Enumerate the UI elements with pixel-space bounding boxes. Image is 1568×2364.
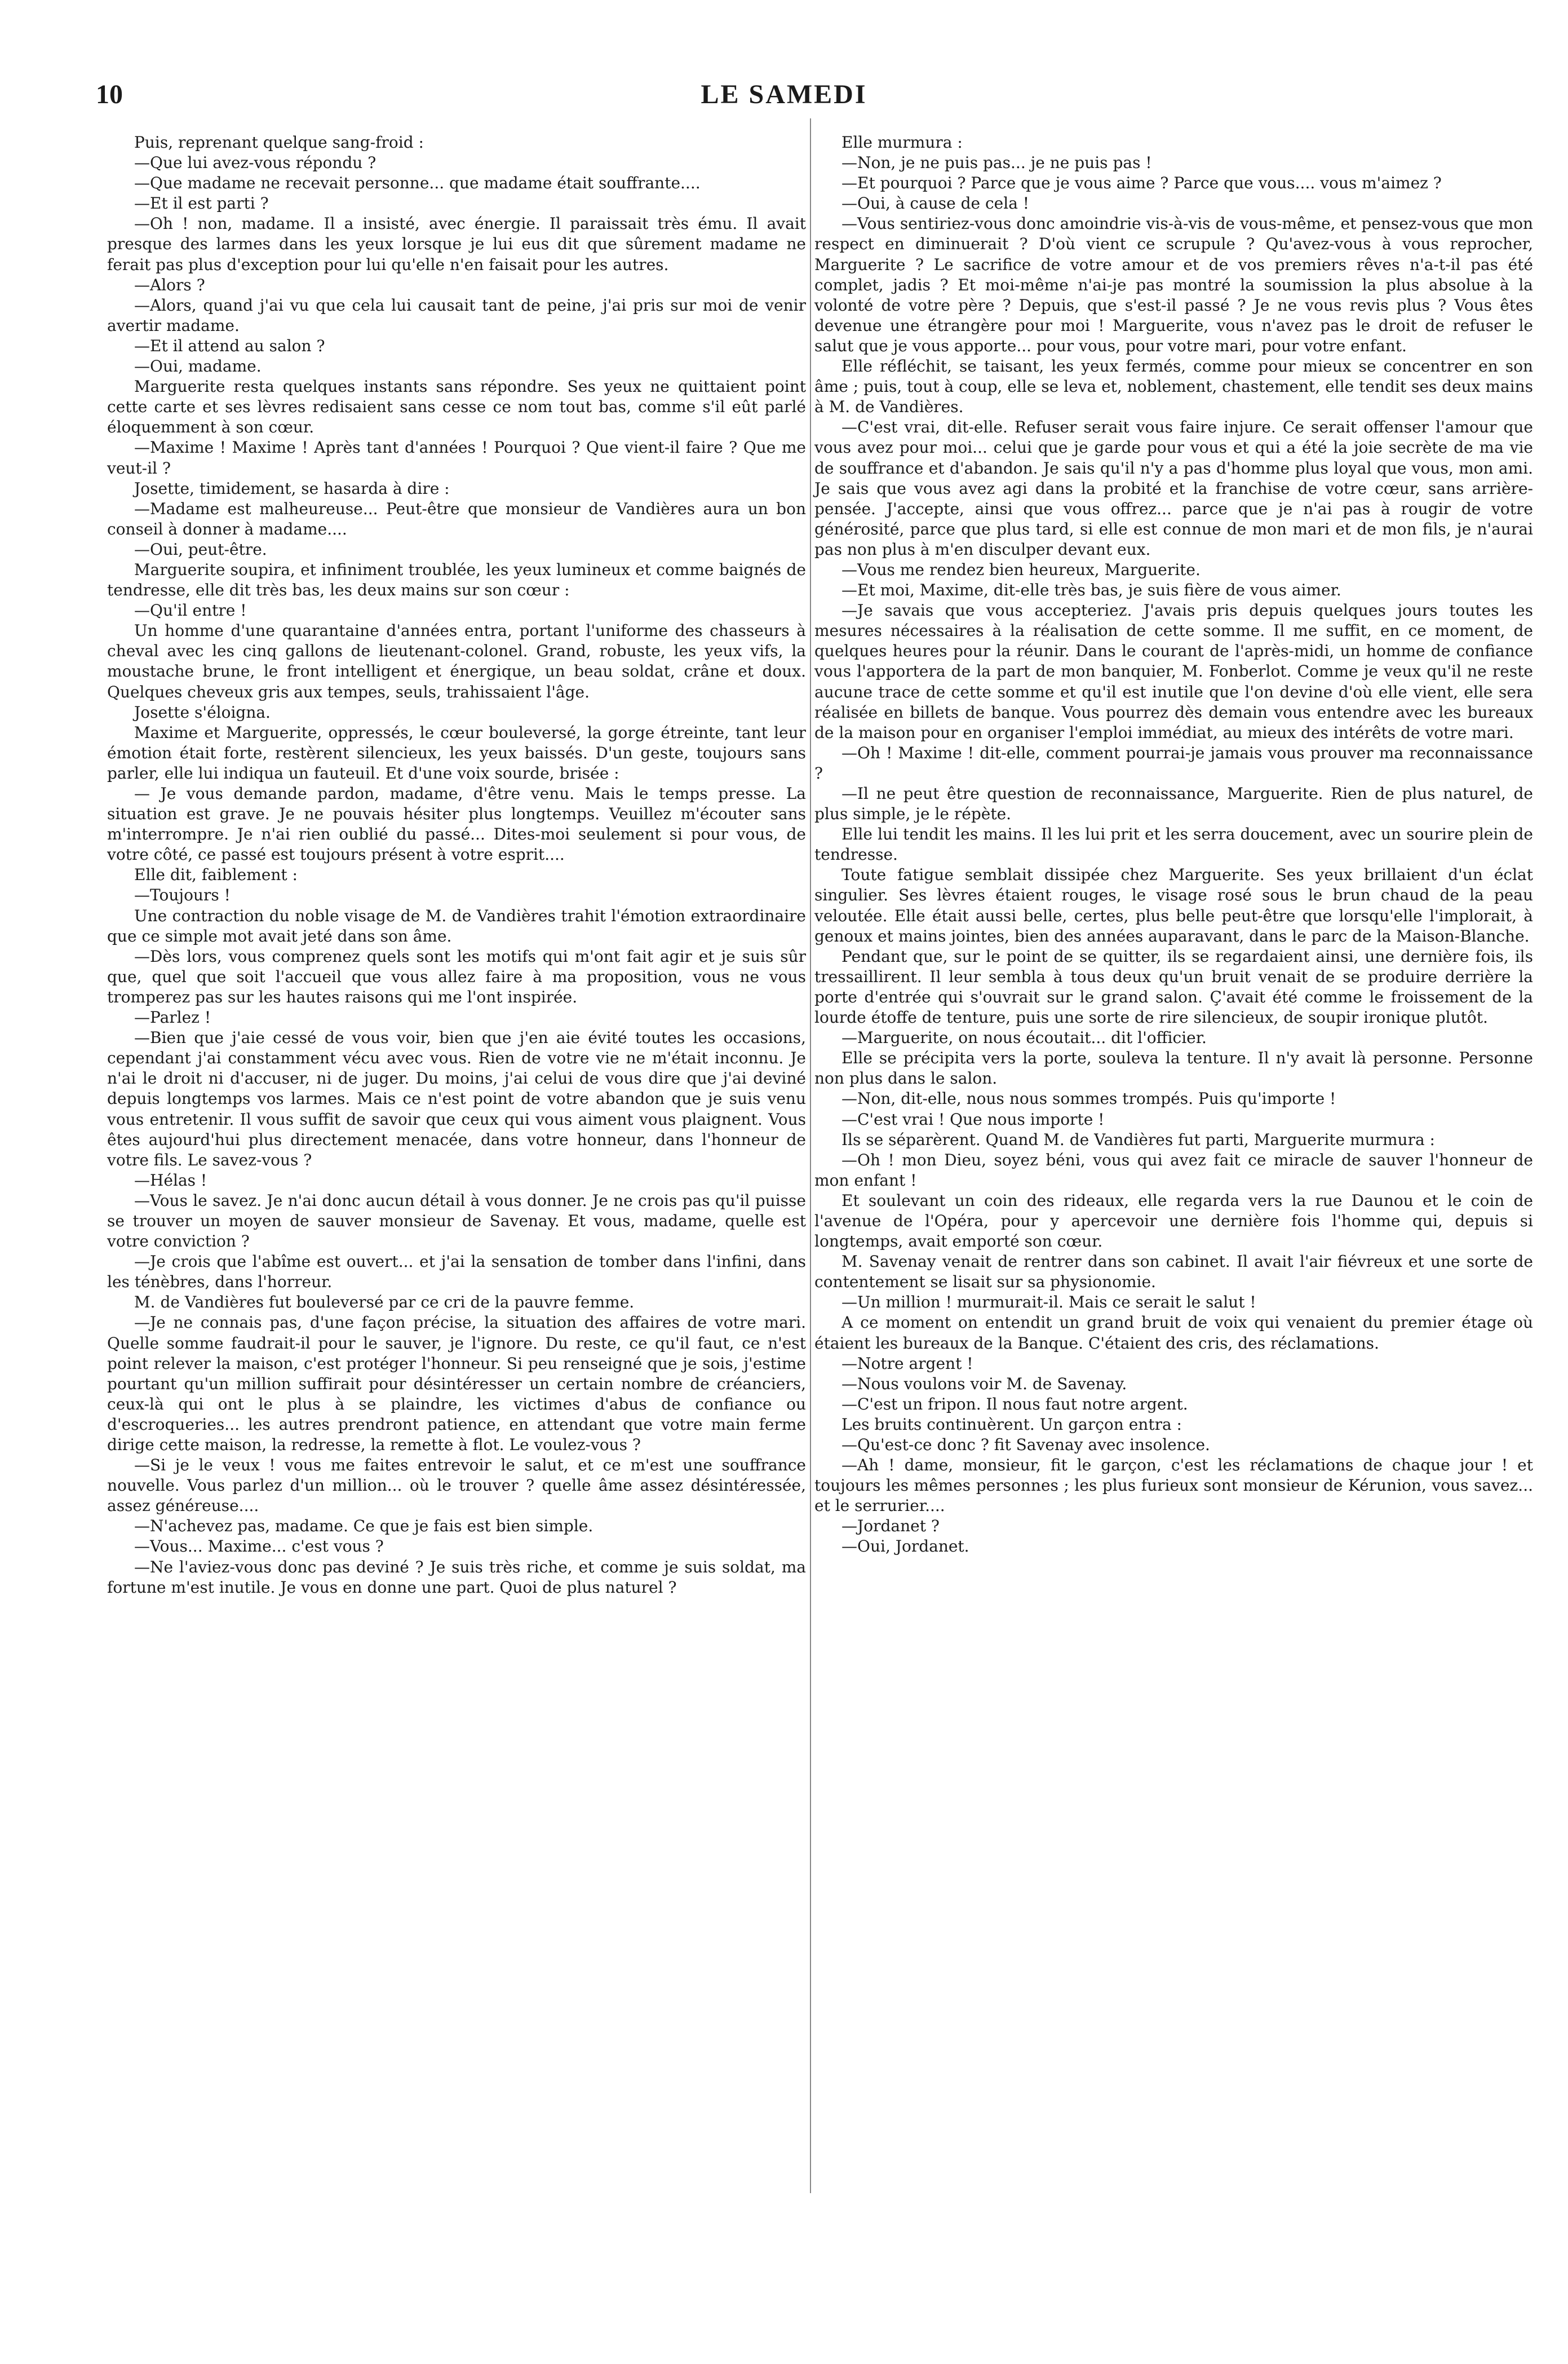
paragraph: —Dès lors, vous comprenez quels sont les motifs qui m'ont fait agir et je suis sûr que, quel que soit l'accueil que vous allez faire à ma proposition, vous ne vous tromperez pas sur les hautes raisons qui me l'ont inspirée.: [107, 947, 806, 1006]
text-column-left: [107, 132, 806, 1598]
paragraph: Les bruits continuèrent. Un garçon entra :: [841, 1415, 1182, 1434]
paragraph: —C'est un fripon. Il nous faut notre argent.: [841, 1394, 1188, 1413]
paragraph: —Je ne connais pas, d'une façon précise, la situation des affaires de votre mari. Quelle somme faudrait-il pour le sauver, je l'ignore. Du reste, ce qu'il faut, ce n'est point relever la maison, c'est protéger l'honneur. Si peu renseigné que je sois, j'estime pourtant qu'un million suffirait pour désintéresser un certain nombre de créanciers, ceux-là qui ont le plus à se plaindre, les victimes d'abus de confiance ou d'escroqueries... les autres prendront patience, en attendant que votre main ferme dirige cette maison, la redresse, la remette à flot. Le voulez-vous ?: [107, 1313, 806, 1454]
paragraph: —Et pourquoi ? Parce que je vous aime ? Parce que vous.... vous m'aimez ?: [841, 174, 1442, 193]
paragraph: —Vous me rendez bien heureux, Marguerite.: [841, 560, 1201, 579]
column-divider: [810, 118, 811, 2193]
text-column-right: [814, 132, 1533, 1557]
paragraph: Pendant que, sur le point de se quitter, ils se regardaient ainsi, une dernière fois, ils tressaillirent. Il leur sembla à tous deux qu'un bruit venait de se produire derrière la porte d'entrée qui s'ouvrait sur le grand salon. Ç'avait été comme le froissement de la lourde étoffe de tenture, puis une sorte de rire silencieux, de soupir ironique plutôt.: [814, 947, 1533, 1027]
paragraph: Elle murmura :: [841, 133, 963, 152]
paragraph: —Toujours !: [134, 886, 231, 905]
paragraph: —Que lui avez-vous répondu ?: [134, 153, 377, 173]
paragraph: —Alors, quand j'ai vu que cela lui causait tant de peine, j'ai pris sur moi de venir avertir madame.: [107, 295, 806, 335]
paragraph: M. de Vandières fut bouleversé par ce cri de la pauvre femme.: [134, 1293, 635, 1312]
paragraph: Elle se précipita vers la porte, souleva la tenture. Il n'y avait là personne. Personne non plus dans le salon.: [814, 1049, 1533, 1088]
paragraph: —Un million ! murmurait-il. Mais ce serait le salut !: [841, 1293, 1256, 1312]
paragraph: —Vous... Maxime... c'est vous ?: [134, 1537, 384, 1556]
paragraph: —Nous voulons voir M. de Savenay.: [841, 1374, 1127, 1393]
paragraph: Puis, reprenant quelque sang-froid :: [134, 133, 424, 152]
paragraph: Marguerite resta quelques instants sans répondre. Ses yeux ne quittaient point cette carte et ses lèvres redisaient sans cesse ce nom tout bas, comme s'il eût parlé éloquemment à son cœur.: [107, 377, 806, 437]
paragraph: —Et il attend au salon ?: [134, 336, 325, 355]
paragraph: Josette s'éloigna.: [134, 702, 271, 722]
paragraph: —Marguerite, on nous écoutait... dit l'officier.: [841, 1028, 1207, 1048]
paragraph: —C'est vrai ! Que nous importe !: [841, 1110, 1105, 1129]
paragraph: —Si je le veux ! vous me faites entrevoir le salut, et ce m'est une souffrance nouvelle. Vous parlez d'un million... où le trouver ? quelle âme assez désintéressée, assez généreuse....: [107, 1456, 806, 1515]
page-header: [85, 73, 1483, 124]
paragraph: —Oui, Jordanet.: [841, 1537, 969, 1556]
paragraph: —Notre argent !: [841, 1354, 973, 1373]
paragraph: Maxime et Marguerite, oppressés, le cœur bouleversé, la gorge étreinte, tant leur émotion était forte, restèrent silencieux, les yeux baissés. D'un geste, toujours sans parler, elle lui indiqua un fauteuil. Et d'une voix sourde, brisée :: [107, 723, 806, 783]
paragraph: —Je crois que l'abîme est ouvert... et j'ai la sensation de tomber dans l'infini, dans les ténèbres, dans l'horreur.: [107, 1252, 806, 1292]
paragraph: —Oh ! non, madame. Il a insisté, avec énergie. Il paraissait très ému. Il avait presque des larmes dans les yeux lorsque je lui eus dit que sûrement madame ne ferait pas plus d'exception pour lui qu'elle n'en faisait pour les autres.: [107, 214, 806, 274]
paragraph: —Parlez !: [134, 1008, 211, 1027]
paragraph: —Bien que j'aie cessé de vous voir, bien que j'en aie évité toutes les occasions, cependant j'ai constamment vécu avec vous. Rien de votre vie ne m'était inconnu. Je n'ai le droit ni d'accuser, ni de juger. Du moins, j'ai celui de vous dire que j'ai deviné depuis longtemps vos larmes. Mais ce n'est point de votre abandon que je suis venu vous entretenir. Il vous suffit de savoir que ceux qui vous aiment vous plaignent. Vous êtes aujourd'hui plus directement menacée, dans votre honneur, dans l'honneur de votre fils. Le savez-vous ?: [107, 1028, 806, 1169]
paragraph: —Oui, à cause de cela !: [841, 194, 1030, 213]
paragraph: —Vous sentiriez-vous donc amoindrie vis-à-vis de vous-même, et pensez-vous que mon respect en diminuerait ? D'où vient ce scrupule ? Qu'avez-vous à vous reprocher, Marguerite ? Le sacrifice de votre amour et de vos premiers rêves n'a-t-il pas été complet, jadis ? Et moi-même n'ai-je pas montré la soumission la plus absolue à la volonté de votre père ? Depuis, que s'est-il passé ? Je ne vous revis plus ? Vous êtes devenue une étrangère pour moi ! Marguerite, vous n'avez pas le droit de refuser le salut que je vous apporte... pour vous, pour votre mari, pour votre enfant.: [814, 214, 1533, 355]
paragraph: —Non, je ne puis pas... je ne puis pas !: [841, 153, 1152, 173]
running-title: LE SAMEDI: [701, 79, 867, 109]
page-number: 10: [96, 79, 123, 109]
paragraph: Et soulevant un coin des rideaux, elle regarda vers la rue Daunou et le coin de l'avenue de l'Opéra, pour y apercevoir une dernière fois l'homme qui, depuis si longtemps, avait emporté son cœur.: [814, 1191, 1533, 1251]
paragraph: —Jordanet ?: [841, 1517, 940, 1536]
paragraph: Elle réfléchit, se taisant, les yeux fermés, comme pour mieux se concentrer en son âme ; puis, tout à coup, elle se leva et, noblement, chastement, elle tendit ses deux mains à M. de Vandières.: [814, 357, 1533, 417]
paragraph: —Qu'est-ce donc ? fit Savenay avec insolence.: [841, 1435, 1210, 1454]
paragraph: M. Savenay venait de rentrer dans son cabinet. Il avait l'air fiévreux et une sorte de contentement se lisait sur sa physionomie.: [814, 1252, 1533, 1292]
paragraph: —Il ne peut être question de reconnaissance, Marguerite. Rien de plus naturel, de plus simple, je le répète.: [814, 784, 1533, 824]
paragraph: —Et moi, Maxime, dit-elle très bas, je suis fière de vous aimer.: [841, 581, 1341, 600]
paragraph: Elle dit, faiblement :: [134, 865, 298, 885]
paragraph: —Et il est parti ?: [134, 194, 269, 213]
paragraph: Elle lui tendit les mains. Il les lui prit et les serra doucement, avec un sourire plein de tendresse.: [814, 825, 1533, 864]
paragraph: —N'achevez pas, madame. Ce que je fais est bien simple.: [134, 1517, 593, 1536]
paragraph: —Oh ! Maxime ! dit-elle, comment pourrai-je jamais vous prouver ma reconnaissance ?: [814, 743, 1533, 783]
paragraph: —Alors ?: [134, 275, 205, 294]
paragraph: — Je vous demande pardon, madame, d'être venu. Mais le temps presse. La situation est grave. Je ne pouvais hésiter plus longtemps. Veuillez m'écouter sans m'interrompre. Je n'ai rien oublié du passé... Dites-moi seulement si pour vous, de votre côté, ce passé est toujours présent à votre esprit....: [107, 784, 806, 864]
paragraph: —Oui, madame.: [134, 357, 262, 376]
paragraph: —Madame est malheureuse... Peut-être que monsieur de Vandières aura un bon conseil à donner à madame....: [107, 499, 806, 538]
paragraph: —C'est vrai, dit-elle. Refuser serait vous faire injure. Ce serait offenser l'amour que vous avez pour moi... celui que je garde pour vous et qui a été la joie secrète de ma vie de souffrance et d'abandon. Je sais qu'il n'y a pas d'homme plus loyal que vous, mon ami. Je sais que vous avez agi dans la probité et la franchise de votre cœur, sans arrière-pensée. J'accepte, ainsi que vous offrez... parce que je n'ai pas à rougir de votre générosité, parce que plus tard, si elle est connue de mon mari et de mon fils, je n'aurai pas non plus à m'en disculper devant eux.: [814, 418, 1533, 559]
paragraph: A ce moment on entendit un grand bruit de voix qui venaient du premier étage où étaient les bureaux de la Banque. C'étaient des cris, des réclamations.: [814, 1313, 1533, 1353]
paragraph: —Ne l'aviez-vous donc pas deviné ? Je suis très riche, et comme je suis soldat, ma fortune m'est inutile. Je vous en donne une part. Quoi de plus naturel ?: [107, 1557, 806, 1597]
paragraph: —Hélas !: [134, 1170, 207, 1190]
paragraph: Josette, timidement, se hasarda à dire :: [134, 479, 450, 498]
paragraph: —Qu'il entre !: [134, 601, 247, 620]
paragraph: —Oui, peut-être.: [134, 540, 267, 559]
paragraph: Un homme d'une quarantaine d'années entra, portant l'uniforme des chasseurs à cheval avec les cinq gallons de lieutenant-colonel. Grand, robuste, les yeux vifs, la moustache brune, le front intelligent et énergique, un beau soldat, crâne et doux. Quelques cheveux gris aux tempes, seuls, trahissaient l'âge.: [107, 621, 806, 701]
paragraph: Ils se séparèrent. Quand M. de Vandières fut parti, Marguerite murmura :: [841, 1130, 1435, 1149]
paragraph: —Oh ! mon Dieu, soyez béni, vous qui avez fait ce miracle de sauver l'honneur de mon enfant !: [814, 1150, 1533, 1190]
paragraph: Une contraction du noble visage de M. de Vandières trahit l'émotion extraordinaire que ce simple mot avait jeté dans son âme.: [107, 906, 806, 945]
paragraph: —Vous le savez. Je n'ai donc aucun détail à vous donner. Je ne crois pas qu'il puisse se trouver un moyen de sauver monsieur de Savenay. Et vous, madame, quelle est votre conviction ?: [107, 1191, 806, 1251]
paragraph: —Non, dit-elle, nous nous sommes trompés. Puis qu'importe !: [841, 1089, 1336, 1108]
paragraph: —Que madame ne recevait personne... que madame était souffrante....: [134, 174, 701, 193]
paragraph: —Ah ! dame, monsieur, fit le garçon, c'est les réclamations de chaque jour ! et toujours les mêmes personnes ; les plus furieux sont monsieur de Kérunion, vous savez... et le serrurier....: [814, 1456, 1533, 1515]
paragraph: —Maxime ! Maxime ! Après tant d'années ! Pourquoi ? Que vient-il faire ? Que me veut-il ?: [107, 438, 806, 478]
paragraph: —Je savais que vous accepteriez. J'avais pris depuis quelques jours toutes les mesures nécessaires à la réalisation de cette somme. Il me suffit, en ce moment, de quelques heures pour la réunir. Dans le courant de l'après-midi, un homme de confiance vous l'apportera de la part de mon banquier, M. Fonberlot. Comme je veux qu'il ne reste aucune trace de cette somme et qu'il est inutile que l'on devine d'où elle vient, elle sera réalisée en billets de banque. Vous pourrez dès demain vous entendre avec les bureaux de la maison pour en organiser l'emploi immédiat, au mieux des intérêts de votre mari.: [814, 601, 1533, 742]
paragraph: Marguerite soupira, et infiniment troublée, les yeux lumineux et comme baignés de tendresse, elle dit très bas, les deux mains sur son cœur :: [107, 560, 806, 600]
paragraph: Toute fatigue semblait dissipée chez Marguerite. Ses yeux brillaient d'un éclat singulier. Ses lèvres étaient rouges, le visage rosé sous le brun chaud de la peau veloutée. Elle était aussi belle, certes, plus belle peut-être que lorsqu'elle l'implorait, à genoux et mains jointes, bien des années auparavant, dans le parc de la Maison-Blanche.: [814, 865, 1533, 945]
